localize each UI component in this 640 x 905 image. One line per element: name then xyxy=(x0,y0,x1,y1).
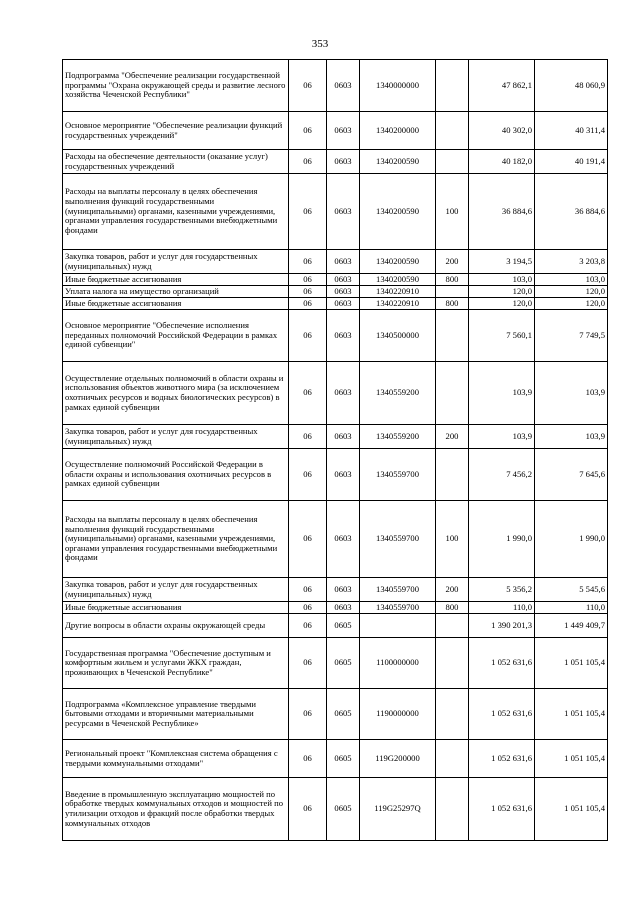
target-article-cell: 1100000000 xyxy=(360,638,436,689)
row-name-cell: Закупка товаров, работ и услуг для государственных (муниципальных) нужд xyxy=(63,250,289,274)
table-row xyxy=(63,425,608,449)
section-code-cell: 06 xyxy=(289,362,327,425)
section-code-cell: 06 xyxy=(289,778,327,841)
subsection-code-cell: 0605 xyxy=(327,689,360,740)
section-code-cell: 06 xyxy=(289,614,327,638)
amount-year-1-cell: 103,9 xyxy=(469,362,535,425)
table-body xyxy=(63,60,608,841)
expense-type-cell xyxy=(436,740,469,778)
expense-type-cell xyxy=(436,362,469,425)
amount-year-2-cell: 40 191,4 xyxy=(535,150,608,174)
subsection-code-cell: 0605 xyxy=(327,638,360,689)
target-article-cell: 1340559700 xyxy=(360,501,436,578)
table-row xyxy=(63,740,608,778)
table-row xyxy=(63,250,608,274)
row-name-cell: Закупка товаров, работ и услуг для государственных (муниципальных) нужд xyxy=(63,425,289,449)
row-name-cell: Уплата налога на имущество организаций xyxy=(63,286,289,298)
table-row xyxy=(63,174,608,250)
row-name-cell: Основное мероприятие "Обеспечение реализации функций государственных учреждений" xyxy=(63,112,289,150)
amount-year-2-cell: 40 311,4 xyxy=(535,112,608,150)
subsection-code-cell: 0603 xyxy=(327,250,360,274)
section-code-cell: 06 xyxy=(289,250,327,274)
amount-year-1-cell: 36 884,6 xyxy=(469,174,535,250)
expense-type-cell xyxy=(436,112,469,150)
table-row xyxy=(63,689,608,740)
row-name-cell: Осуществление отдельных полномочий в области охраны и использования объектов животного мира (за исключением охотничьих ресурсов и водных биологических ресурсов) в рамках единой субвенции xyxy=(63,362,289,425)
table-row xyxy=(63,310,608,362)
amount-year-2-cell: 1 449 409,7 xyxy=(535,614,608,638)
table-row xyxy=(63,501,608,578)
amount-year-1-cell: 7 456,2 xyxy=(469,449,535,501)
row-name-cell: Другие вопросы в области охраны окружающей среды xyxy=(63,614,289,638)
row-name-cell: Иные бюджетные ассигнования xyxy=(63,298,289,310)
amount-year-1-cell: 110,0 xyxy=(469,602,535,614)
amount-year-2-cell: 1 990,0 xyxy=(535,501,608,578)
table-row xyxy=(63,150,608,174)
amount-year-1-cell: 1 390 201,3 xyxy=(469,614,535,638)
target-article-cell: 1340000000 xyxy=(360,60,436,112)
table-row xyxy=(63,112,608,150)
row-name-cell: Подпрограмма «Комплексное управление твердыми бытовыми отходами и вторичными материальными ресурсами в Чеченской Республике» xyxy=(63,689,289,740)
amount-year-1-cell: 1 990,0 xyxy=(469,501,535,578)
row-name-cell: Закупка товаров, работ и услуг для государственных (муниципальных) нужд xyxy=(63,578,289,602)
amount-year-2-cell: 1 051 105,4 xyxy=(535,740,608,778)
subsection-code-cell: 0603 xyxy=(327,578,360,602)
row-name-cell: Иные бюджетные ассигнования xyxy=(63,602,289,614)
subsection-code-cell: 0603 xyxy=(327,362,360,425)
table-row xyxy=(63,602,608,614)
section-code-cell: 06 xyxy=(289,689,327,740)
section-code-cell: 06 xyxy=(289,578,327,602)
expense-type-cell: 800 xyxy=(436,298,469,310)
amount-year-1-cell: 40 182,0 xyxy=(469,150,535,174)
target-article-cell: 1340559700 xyxy=(360,602,436,614)
section-code-cell: 06 xyxy=(289,501,327,578)
amount-year-1-cell: 120,0 xyxy=(469,298,535,310)
expense-type-cell xyxy=(436,286,469,298)
table-row xyxy=(63,638,608,689)
row-name-cell: Государственная программа "Обеспечение доступным и комфортным жильем и услугами ЖКХ граждан, проживающих в Чеченской Республике" xyxy=(63,638,289,689)
expense-type-cell xyxy=(436,310,469,362)
subsection-code-cell: 0603 xyxy=(327,298,360,310)
amount-year-1-cell: 7 560,1 xyxy=(469,310,535,362)
subsection-code-cell: 0603 xyxy=(327,310,360,362)
amount-year-1-cell: 1 052 631,6 xyxy=(469,778,535,841)
table-row xyxy=(63,298,608,310)
subsection-code-cell: 0603 xyxy=(327,449,360,501)
amount-year-1-cell: 103,0 xyxy=(469,274,535,286)
amount-year-2-cell: 36 884,6 xyxy=(535,174,608,250)
subsection-code-cell: 0603 xyxy=(327,150,360,174)
row-name-cell: Основное мероприятие "Обеспечение исполнения переданных полномочий Российской Федерации в рамках единой субвенции" xyxy=(63,310,289,362)
subsection-code-cell: 0603 xyxy=(327,274,360,286)
expense-type-cell: 200 xyxy=(436,250,469,274)
amount-year-1-cell: 3 194,5 xyxy=(469,250,535,274)
section-code-cell: 06 xyxy=(289,310,327,362)
row-name-cell: Осуществление полномочий Российской Федерации в области охраны и использования охотничьих ресурсов в рамках единой субвенции xyxy=(63,449,289,501)
target-article-cell: 1340200590 xyxy=(360,250,436,274)
row-name-cell: Расходы на выплаты персоналу в целях обеспечения выполнения функций государственными (муниципальными) органами, казенными учреждениями, органами управления государственными внебюджетными фондами xyxy=(63,174,289,250)
table-row xyxy=(63,60,608,112)
section-code-cell: 06 xyxy=(289,298,327,310)
target-article-cell: 1340200000 xyxy=(360,112,436,150)
target-article-cell: 1340559700 xyxy=(360,449,436,501)
expense-type-cell xyxy=(436,778,469,841)
amount-year-1-cell: 1 052 631,6 xyxy=(469,689,535,740)
subsection-code-cell: 0605 xyxy=(327,614,360,638)
table-row xyxy=(63,286,608,298)
table-row xyxy=(63,778,608,841)
subsection-code-cell: 0605 xyxy=(327,740,360,778)
amount-year-2-cell: 3 203,8 xyxy=(535,250,608,274)
amount-year-2-cell: 103,9 xyxy=(535,362,608,425)
amount-year-2-cell: 103,0 xyxy=(535,274,608,286)
expense-type-cell xyxy=(436,60,469,112)
amount-year-1-cell: 47 862,1 xyxy=(469,60,535,112)
target-article-cell: 1340559200 xyxy=(360,362,436,425)
amount-year-1-cell: 103,9 xyxy=(469,425,535,449)
budget-table xyxy=(62,59,608,841)
row-name-cell: Подпрограмма "Обеспечение реализации государственной программы "Охрана окружающей среды и развитие лесного хозяйства Чеченской Республики" xyxy=(63,60,289,112)
amount-year-2-cell: 120,0 xyxy=(535,286,608,298)
target-article-cell: 1340220910 xyxy=(360,286,436,298)
section-code-cell: 06 xyxy=(289,112,327,150)
expense-type-cell xyxy=(436,449,469,501)
section-code-cell: 06 xyxy=(289,150,327,174)
target-article-cell: 1340200590 xyxy=(360,150,436,174)
section-code-cell: 06 xyxy=(289,60,327,112)
row-name-cell: Иные бюджетные ассигнования xyxy=(63,274,289,286)
expense-type-cell: 200 xyxy=(436,425,469,449)
target-article-cell: 1340220910 xyxy=(360,298,436,310)
amount-year-2-cell: 7 645,6 xyxy=(535,449,608,501)
subsection-code-cell: 0605 xyxy=(327,778,360,841)
amount-year-2-cell: 103,9 xyxy=(535,425,608,449)
target-article-cell: 1190000000 xyxy=(360,689,436,740)
section-code-cell: 06 xyxy=(289,638,327,689)
section-code-cell: 06 xyxy=(289,602,327,614)
expense-type-cell xyxy=(436,638,469,689)
subsection-code-cell: 0603 xyxy=(327,501,360,578)
target-article-cell: 1340200590 xyxy=(360,174,436,250)
amount-year-2-cell: 110,0 xyxy=(535,602,608,614)
amount-year-2-cell: 5 545,6 xyxy=(535,578,608,602)
table-row xyxy=(63,362,608,425)
amount-year-2-cell: 1 051 105,4 xyxy=(535,689,608,740)
amount-year-1-cell: 5 356,2 xyxy=(469,578,535,602)
amount-year-1-cell: 40 302,0 xyxy=(469,112,535,150)
amount-year-2-cell: 48 060,9 xyxy=(535,60,608,112)
subsection-code-cell: 0603 xyxy=(327,286,360,298)
row-name-cell: Региональный проект "Комплексная система обращения с твердыми коммунальными отходами" xyxy=(63,740,289,778)
target-article-cell: 1340559700 xyxy=(360,578,436,602)
amount-year-2-cell: 1 051 105,4 xyxy=(535,638,608,689)
amount-year-2-cell: 7 749,5 xyxy=(535,310,608,362)
section-code-cell: 06 xyxy=(289,425,327,449)
subsection-code-cell: 0603 xyxy=(327,112,360,150)
amount-year-2-cell: 1 051 105,4 xyxy=(535,778,608,841)
section-code-cell: 06 xyxy=(289,274,327,286)
expense-type-cell xyxy=(436,150,469,174)
subsection-code-cell: 0603 xyxy=(327,602,360,614)
row-name-cell: Введение в промышленную эксплуатацию мощностей по обработке твердых коммунальных отходов и мощностей по утилизации отходов и фракций после обработки твердых коммунальных отходов xyxy=(63,778,289,841)
page-number: 353 xyxy=(311,38,329,50)
amount-year-2-cell: 120,0 xyxy=(535,298,608,310)
target-article-cell: 1340559200 xyxy=(360,425,436,449)
target-article-cell: 119G200000 xyxy=(360,740,436,778)
target-article-cell xyxy=(360,614,436,638)
expense-type-cell: 800 xyxy=(436,602,469,614)
subsection-code-cell: 0603 xyxy=(327,174,360,250)
expense-type-cell: 100 xyxy=(436,501,469,578)
table-row xyxy=(63,614,608,638)
target-article-cell: 1340500000 xyxy=(360,310,436,362)
amount-year-1-cell: 120,0 xyxy=(469,286,535,298)
expense-type-cell: 200 xyxy=(436,578,469,602)
table-row xyxy=(63,449,608,501)
subsection-code-cell: 0603 xyxy=(327,60,360,112)
target-article-cell: 1340200590 xyxy=(360,274,436,286)
section-code-cell: 06 xyxy=(289,174,327,250)
expense-type-cell xyxy=(436,614,469,638)
amount-year-1-cell: 1 052 631,6 xyxy=(469,638,535,689)
row-name-cell: Расходы на обеспечение деятельности (оказание услуг) государственных учреждений xyxy=(63,150,289,174)
table-row xyxy=(63,578,608,602)
expense-type-cell: 100 xyxy=(436,174,469,250)
table-row xyxy=(63,274,608,286)
section-code-cell: 06 xyxy=(289,449,327,501)
section-code-cell: 06 xyxy=(289,740,327,778)
target-article-cell: 119G25297Q xyxy=(360,778,436,841)
expense-type-cell: 800 xyxy=(436,274,469,286)
expense-type-cell xyxy=(436,689,469,740)
subsection-code-cell: 0603 xyxy=(327,425,360,449)
amount-year-1-cell: 1 052 631,6 xyxy=(469,740,535,778)
section-code-cell: 06 xyxy=(289,286,327,298)
row-name-cell: Расходы на выплаты персоналу в целях обеспечения выполнения функций государственными (муниципальными) органами, казенными учреждениями, органами управления государственными внебюджетными фондами xyxy=(63,501,289,578)
